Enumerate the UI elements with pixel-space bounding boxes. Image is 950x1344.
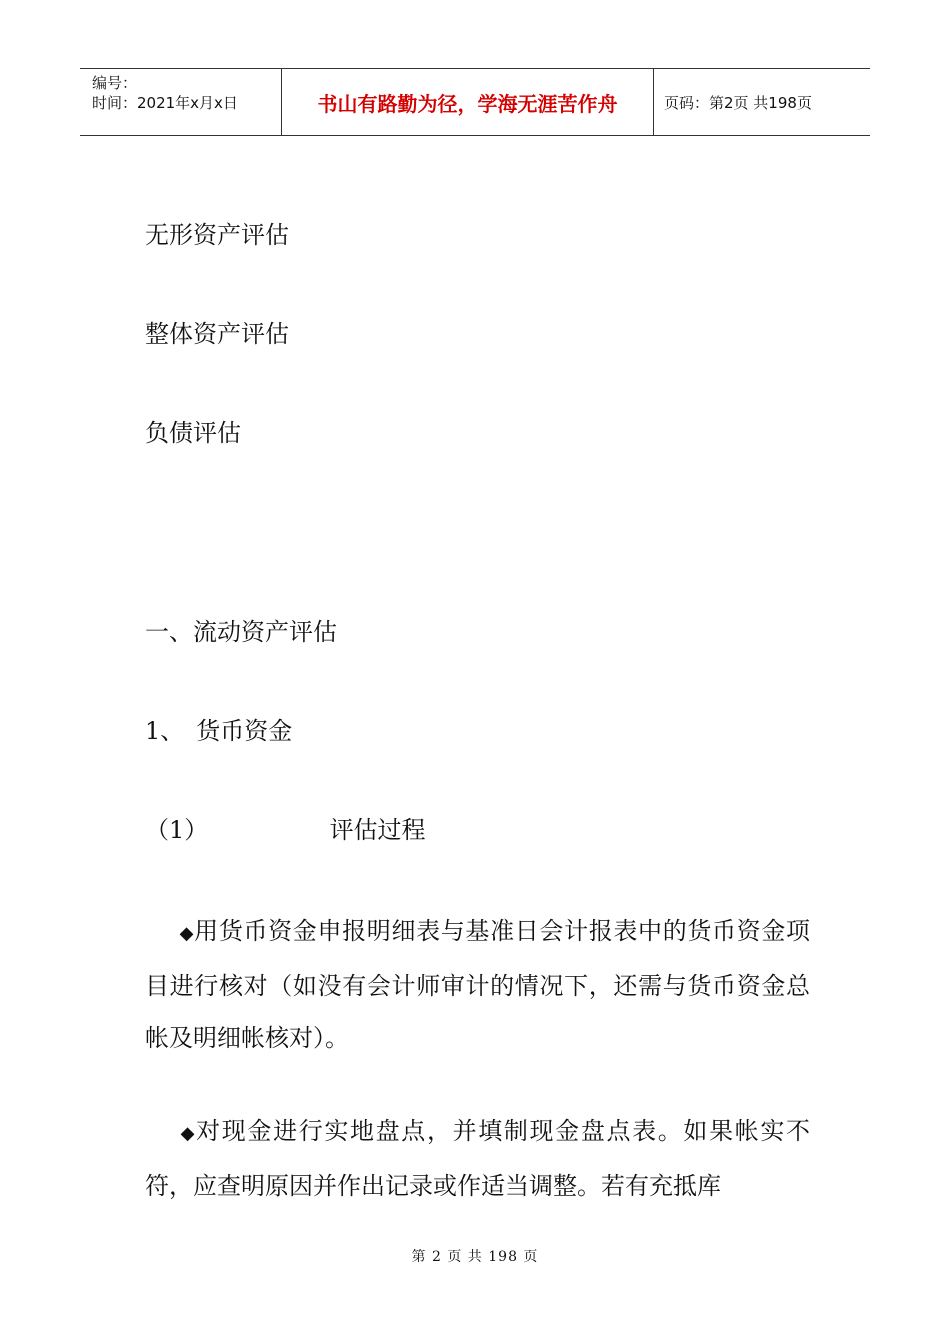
- subsubsection-heading: [145, 815, 426, 845]
- section-heading-current-assets: 一、流动资产评估: [145, 618, 337, 646]
- page-footer: 第 2 页 共 198 页: [411, 1249, 539, 1265]
- heading-intangible-assets: 无形资产评估: [145, 221, 289, 249]
- paragraph-cash-count: [145, 1105, 810, 1212]
- page-header: [80, 68, 870, 136]
- subsubsection-number: （1）: [145, 816, 209, 844]
- header-motto: 书山有路勤为径，学海无涯苦作舟: [281, 69, 654, 135]
- bullet-diamond-icon: ◆: [179, 1123, 197, 1144]
- heading-liabilities: 负债评估: [145, 419, 241, 447]
- header-meta: [80, 69, 281, 135]
- document-number-label: 编号：: [92, 74, 138, 92]
- paragraph-text: 用货币资金申报明细表与基准日会计报表中的货币资金项目进行核对（如没有会计师审计的情况下，还需与货币资金总帐及明细帐核对）。: [145, 917, 811, 1052]
- document-date: 时间：2021年x月x日: [92, 94, 238, 112]
- bullet-diamond-icon: ◆: [179, 923, 195, 944]
- header-page-info: 页码：第2页 共198页: [664, 93, 812, 112]
- heading-overall-assets: 整体资产评估: [145, 320, 289, 348]
- paragraph-verify-funds: [145, 905, 810, 1064]
- subsection-heading-monetary-funds: 1、 货币资金: [145, 717, 293, 745]
- paragraph-text: 对现金进行实地盘点，并填制现金盘点表。如果帐实不符，应查明原因并作出记录或作适当调整。若有充抵库: [145, 1117, 811, 1200]
- subsubsection-title: 评估过程: [329, 816, 426, 844]
